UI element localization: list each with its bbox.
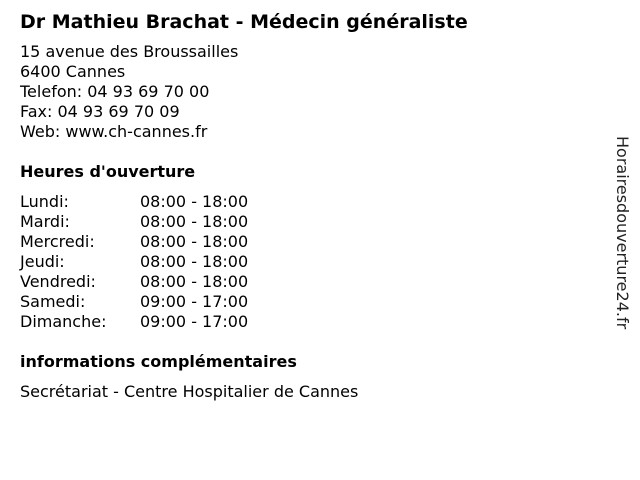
listing-card bbox=[20, 10, 600, 402]
day-label: Mercredi: bbox=[20, 232, 95, 251]
hours-row-friday bbox=[20, 272, 600, 292]
phone-number[interactable]: Telefon: 04 93 69 70 00 bbox=[20, 82, 210, 101]
day-label: Vendredi: bbox=[20, 272, 96, 291]
street-address: 15 avenue des Broussailles bbox=[20, 42, 239, 61]
additional-info-text: Secrétariat - Centre Hospitalier de Cannes bbox=[20, 382, 359, 401]
day-label: Mardi: bbox=[20, 212, 70, 231]
day-label: Dimanche: bbox=[20, 312, 107, 331]
time-range: 08:00 - 18:00 bbox=[140, 192, 249, 211]
hours-row-wednesday bbox=[20, 232, 600, 252]
day-label: Jeudi: bbox=[20, 252, 65, 271]
website-link[interactable]: Web: www.ch-cannes.fr bbox=[20, 122, 208, 141]
time-range: 08:00 - 18:00 bbox=[140, 212, 249, 231]
city-address: 6400 Cannes bbox=[20, 62, 126, 81]
hours-row-tuesday bbox=[20, 212, 600, 232]
fax-number: Fax: 04 93 69 70 09 bbox=[20, 102, 180, 121]
additional-info-heading: informations complémentaires bbox=[20, 352, 297, 371]
opening-hours-table bbox=[20, 192, 600, 332]
page-title: Dr Mathieu Brachat - Médecin généraliste bbox=[20, 11, 468, 33]
address-block bbox=[20, 42, 600, 142]
time-range: 09:00 - 17:00 bbox=[140, 292, 249, 311]
site-brand-watermark: Horairesdouverture24.fr bbox=[613, 136, 632, 330]
time-range: 08:00 - 18:00 bbox=[140, 272, 249, 291]
hours-row-monday bbox=[20, 192, 600, 212]
day-label: Lundi: bbox=[20, 192, 69, 211]
hours-row-saturday bbox=[20, 292, 600, 312]
hours-row-sunday bbox=[20, 312, 600, 332]
day-label: Samedi: bbox=[20, 292, 86, 311]
time-range: 08:00 - 18:00 bbox=[140, 232, 249, 251]
time-range: 08:00 - 18:00 bbox=[140, 252, 249, 271]
hours-row-thursday bbox=[20, 252, 600, 272]
opening-hours-heading: Heures d'ouverture bbox=[20, 162, 196, 181]
time-range: 09:00 - 17:00 bbox=[140, 312, 249, 331]
